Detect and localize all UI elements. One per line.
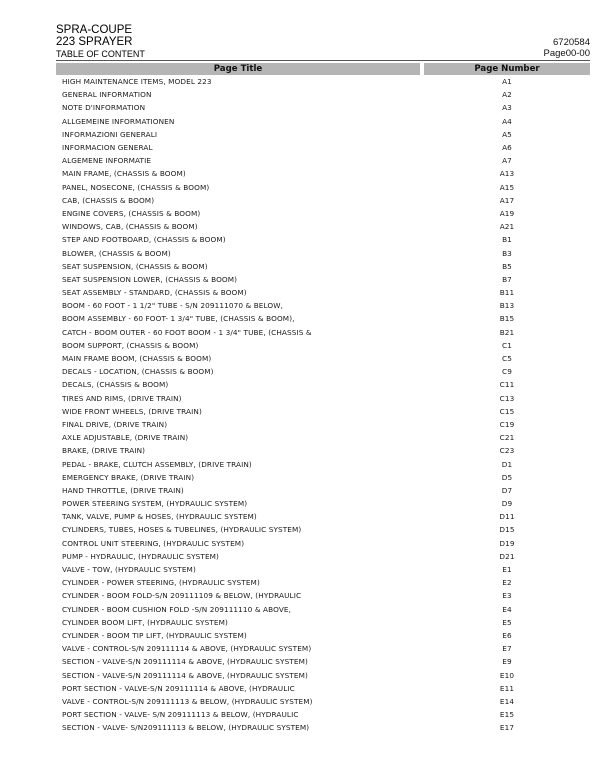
row-page-title: PUMP - HYDRAULIC, (HYDRAULIC SYSTEM) (62, 551, 220, 561)
row-page-title: PORT SECTION - VALVE- S/N 209111113 & BELOW, (HYDRAULIC (62, 710, 299, 720)
doc-number: 6720584 (553, 37, 590, 48)
table-row[interactable] (56, 167, 590, 180)
table-row[interactable] (56, 286, 590, 299)
row-page-number: E5 (502, 617, 512, 627)
table-row[interactable] (56, 365, 590, 378)
row-page-number: A21 (499, 222, 515, 232)
row-page-title: PEDAL - BRAKE, CLUTCH ASSEMBLY, (DRIVE TRAIN) (62, 459, 252, 469)
row-page-number: C11 (499, 380, 515, 390)
page-ref: Page00-00 (543, 48, 590, 59)
row-page-title: VALVE - CONTROL-S/N 209111114 & ABOVE, (HYDRAULIC SYSTEM) (62, 644, 312, 654)
row-page-number: A5 (502, 129, 512, 139)
row-page-number: C13 (499, 393, 515, 403)
table-header-row (56, 63, 590, 75)
row-page-number: D19 (499, 538, 515, 548)
table-row[interactable] (56, 299, 590, 312)
table-row[interactable] (56, 418, 590, 431)
row-page-title: MAIN FRAME, (CHASSIS & BOOM) (62, 169, 186, 179)
toc-table (56, 63, 590, 734)
table-row[interactable] (56, 563, 590, 576)
table-row[interactable] (56, 392, 590, 405)
table-row[interactable] (56, 273, 590, 286)
table-row[interactable] (56, 246, 590, 259)
row-page-number: B5 (502, 261, 512, 271)
row-page-title: INFORMAZIONI GENERALI (62, 129, 158, 139)
table-row[interactable] (56, 312, 590, 325)
row-page-title: WINDOWS, CAB, (CHASSIS & BOOM) (62, 222, 198, 232)
row-page-title: BRAKE, (DRIVE TRAIN) (62, 446, 146, 456)
row-page-title: HIGH MAINTENANCE ITEMS, MODEL 223 (62, 77, 212, 87)
toc-body (56, 75, 590, 734)
column-header-page-title: Page Title (56, 63, 420, 75)
row-page-title: MAIN FRAME BOOM, (CHASSIS & BOOM) (62, 354, 212, 364)
row-page-title: INFORMACION GENERAL (62, 143, 153, 153)
table-row[interactable] (56, 233, 590, 246)
row-page-title: TIRES AND RIMS, (DRIVE TRAIN) (62, 393, 182, 403)
row-page-number: A7 (502, 156, 512, 166)
row-page-title: ALLGEMEINE INFORMATIONEN (62, 116, 175, 126)
row-page-number: A1 (502, 77, 512, 87)
row-page-title: SECTION - VALVE-S/N 209111114 & ABOVE, (HYDRAULIC SYSTEM) (62, 670, 308, 680)
row-page-title: SEAT ASSEMBLY - STANDARD, (CHASSIS & BOOM) (62, 288, 247, 298)
row-page-title: GENERAL INFORMATION (62, 90, 152, 100)
table-row[interactable] (56, 141, 590, 154)
table-row[interactable] (56, 457, 590, 470)
row-page-number: C1 (502, 340, 512, 350)
row-page-number: C23 (499, 446, 515, 456)
row-page-number: B15 (499, 314, 515, 324)
row-page-title: DECALS, (CHASSIS & BOOM) (62, 380, 169, 390)
table-row[interactable] (56, 589, 590, 602)
row-page-number: D15 (499, 525, 515, 535)
table-row[interactable] (56, 220, 590, 233)
header-divider (56, 60, 590, 61)
row-page-title: CATCH - BOOM OUTER - 60 FOOT BOOM - 1 3/4" TUBE, (CHASSIS & (62, 327, 312, 337)
row-page-title: NOTE D'INFORMATION (62, 103, 146, 113)
row-page-number: D21 (499, 551, 515, 561)
table-row[interactable] (56, 523, 590, 536)
model-name: 223 SPRAYER (56, 36, 133, 48)
header-row-model (56, 36, 590, 48)
row-page-title: PANEL, NOSECONE, (CHASSIS & BOOM) (62, 182, 210, 192)
row-page-title: CAB, (CHASSIS & BOOM) (62, 195, 155, 205)
table-row[interactable] (56, 668, 590, 681)
row-page-title: AXLE ADJUSTABLE, (DRIVE TRAIN) (62, 433, 189, 443)
row-page-number: E7 (502, 644, 512, 654)
row-page-number: C21 (499, 433, 515, 443)
row-page-number: D5 (501, 472, 513, 482)
row-page-number: B11 (499, 288, 515, 298)
table-row[interactable] (56, 128, 590, 141)
row-page-number: A17 (499, 195, 515, 205)
table-row[interactable] (56, 603, 590, 616)
table-row[interactable] (56, 326, 590, 339)
row-page-title: ALGEMENE INFORMATIE (62, 156, 152, 166)
row-page-title: CONTROL UNIT STEERING, (HYDRAULIC SYSTEM) (62, 538, 245, 548)
row-page-title: PORT SECTION - VALVE-S/N 209111114 & ABOVE, (HYDRAULIC (62, 683, 295, 693)
row-page-number: E1 (502, 565, 512, 575)
row-page-title: SECTION - VALVE- S/N209111113 & BELOW, (HYDRAULIC SYSTEM) (62, 723, 310, 733)
row-page-number: C19 (499, 419, 515, 429)
table-row[interactable] (56, 115, 590, 128)
row-page-number: E6 (502, 630, 512, 640)
row-page-title: TANK, VALVE, PUMP & HOSES, (HYDRAULIC SYSTEM) (62, 512, 257, 522)
table-row[interactable] (56, 352, 590, 365)
row-page-title: SECTION - VALVE-S/N 209111114 & ABOVE, (HYDRAULIC SYSTEM) (62, 657, 308, 667)
table-row[interactable] (56, 154, 590, 167)
row-page-title: BLOWER, (CHASSIS & BOOM) (62, 248, 171, 258)
table-row[interactable] (56, 537, 590, 550)
row-page-number: A2 (502, 90, 512, 100)
table-row[interactable] (56, 484, 590, 497)
table-row[interactable] (56, 75, 590, 88)
row-page-title: BOOM SUPPORT, (CHASSIS & BOOM) (62, 340, 199, 350)
row-page-title: CYLINDER - BOOM TIP LIFT, (HYDRAULIC SYSTEM) (62, 630, 247, 640)
table-row[interactable] (56, 642, 590, 655)
table-row[interactable] (56, 378, 590, 391)
section-title: TABLE OF CONTENT (56, 49, 145, 59)
row-page-number: A19 (499, 208, 515, 218)
row-page-number: C15 (499, 406, 515, 416)
row-page-title: VALVE - CONTROL-S/N 209111113 & BELOW, (HYDRAULIC SYSTEM) (62, 696, 313, 706)
table-row[interactable] (56, 616, 590, 629)
row-page-number: E3 (502, 591, 512, 601)
row-page-title: CYLINDER - POWER STEERING, (HYDRAULIC SYSTEM) (62, 578, 260, 588)
row-page-number: B21 (499, 327, 515, 337)
row-page-title: BOOM - 60 FOOT - 1 1/2" TUBE - S/N 209111070 & BELOW, (62, 301, 283, 311)
row-page-title: SEAT SUSPENSION, (CHASSIS & BOOM) (62, 261, 208, 271)
row-page-number: E14 (499, 696, 515, 706)
table-row[interactable] (56, 431, 590, 444)
row-page-number: D7 (501, 485, 513, 495)
header-row-toc (56, 48, 590, 59)
table-row[interactable] (56, 471, 590, 484)
row-page-title: DECALS - LOCATION, (CHASSIS & BOOM) (62, 367, 214, 377)
row-page-title: POWER STEERING SYSTEM, (HYDRAULIC SYSTEM) (62, 499, 248, 509)
row-page-number: E17 (499, 723, 515, 733)
row-page-title: FINAL DRIVE, (DRIVE TRAIN) (62, 419, 168, 429)
row-page-number: B1 (502, 235, 512, 245)
row-page-title: HAND THROTTLE, (DRIVE TRAIN) (62, 485, 184, 495)
row-page-number: C5 (502, 354, 512, 364)
table-row[interactable] (56, 682, 590, 695)
table-row[interactable] (56, 629, 590, 642)
table-row[interactable] (56, 497, 590, 510)
row-page-title: CYLINDER - BOOM CUSHION FOLD -S/N 209111110 & ABOVE, (62, 604, 292, 614)
row-page-number: B7 (502, 274, 512, 284)
column-header-page-number: Page Number (424, 63, 590, 75)
row-page-number: A13 (499, 169, 515, 179)
row-page-number: A3 (502, 103, 512, 113)
row-page-title: WIDE FRONT WHEELS, (DRIVE TRAIN) (62, 406, 202, 416)
row-page-title: EMERGENCY BRAKE, (DRIVE TRAIN) (62, 472, 195, 482)
row-page-title: VALVE - TOW, (HYDRAULIC SYSTEM) (62, 565, 196, 575)
row-page-number: A4 (502, 116, 512, 126)
table-row[interactable] (56, 708, 590, 721)
row-page-number: E4 (502, 604, 512, 614)
row-page-number: B13 (499, 301, 515, 311)
table-row[interactable] (56, 550, 590, 563)
row-page-number: D11 (499, 512, 515, 522)
table-row[interactable] (56, 101, 590, 114)
document-page (56, 24, 590, 734)
row-page-number: E10 (499, 670, 515, 680)
table-row[interactable] (56, 207, 590, 220)
table-row[interactable] (56, 655, 590, 668)
row-page-title: CYLINDER BOOM LIFT, (HYDRAULIC SYSTEM) (62, 617, 228, 627)
table-row[interactable] (56, 194, 590, 207)
table-row[interactable] (56, 510, 590, 523)
table-row[interactable] (56, 339, 590, 352)
row-page-title: STEP AND FOOTBOARD, (CHASSIS & BOOM) (62, 235, 226, 245)
row-page-title: CYLINDERS, TUBES, HOSES & TUBELINES, (HYDRAULIC SYSTEM) (62, 525, 302, 535)
row-page-number: E2 (502, 578, 512, 588)
row-page-number: D9 (501, 499, 513, 509)
row-page-number: E11 (499, 683, 515, 693)
row-page-title: CYLINDER - BOOM FOLD-S/N 209111109 & BELOW, (HYDRAULIC (62, 591, 302, 601)
row-page-title: BOOM ASSEMBLY - 60 FOOT- 1 3/4" TUBE, (CHASSIS & BOOM), (62, 314, 295, 324)
row-page-title: SEAT SUSPENSION LOWER, (CHASSIS & BOOM) (62, 274, 238, 284)
row-page-title: ENGINE COVERS, (CHASSIS & BOOM) (62, 208, 201, 218)
table-row[interactable] (56, 695, 590, 708)
table-row[interactable] (56, 260, 590, 273)
row-page-number: A15 (499, 182, 515, 192)
row-page-number: C9 (502, 367, 512, 377)
row-page-number: E9 (502, 657, 512, 667)
product-line: SPRA-COUPE (56, 24, 133, 36)
table-row[interactable] (56, 405, 590, 418)
table-row[interactable] (56, 576, 590, 589)
table-row[interactable] (56, 181, 590, 194)
table-row[interactable] (56, 721, 590, 734)
row-page-number: A6 (502, 143, 512, 153)
row-page-number: B3 (502, 248, 512, 258)
row-page-number: E15 (499, 710, 515, 720)
table-row[interactable] (56, 88, 590, 101)
table-row[interactable] (56, 444, 590, 457)
row-page-number: D1 (501, 459, 513, 469)
